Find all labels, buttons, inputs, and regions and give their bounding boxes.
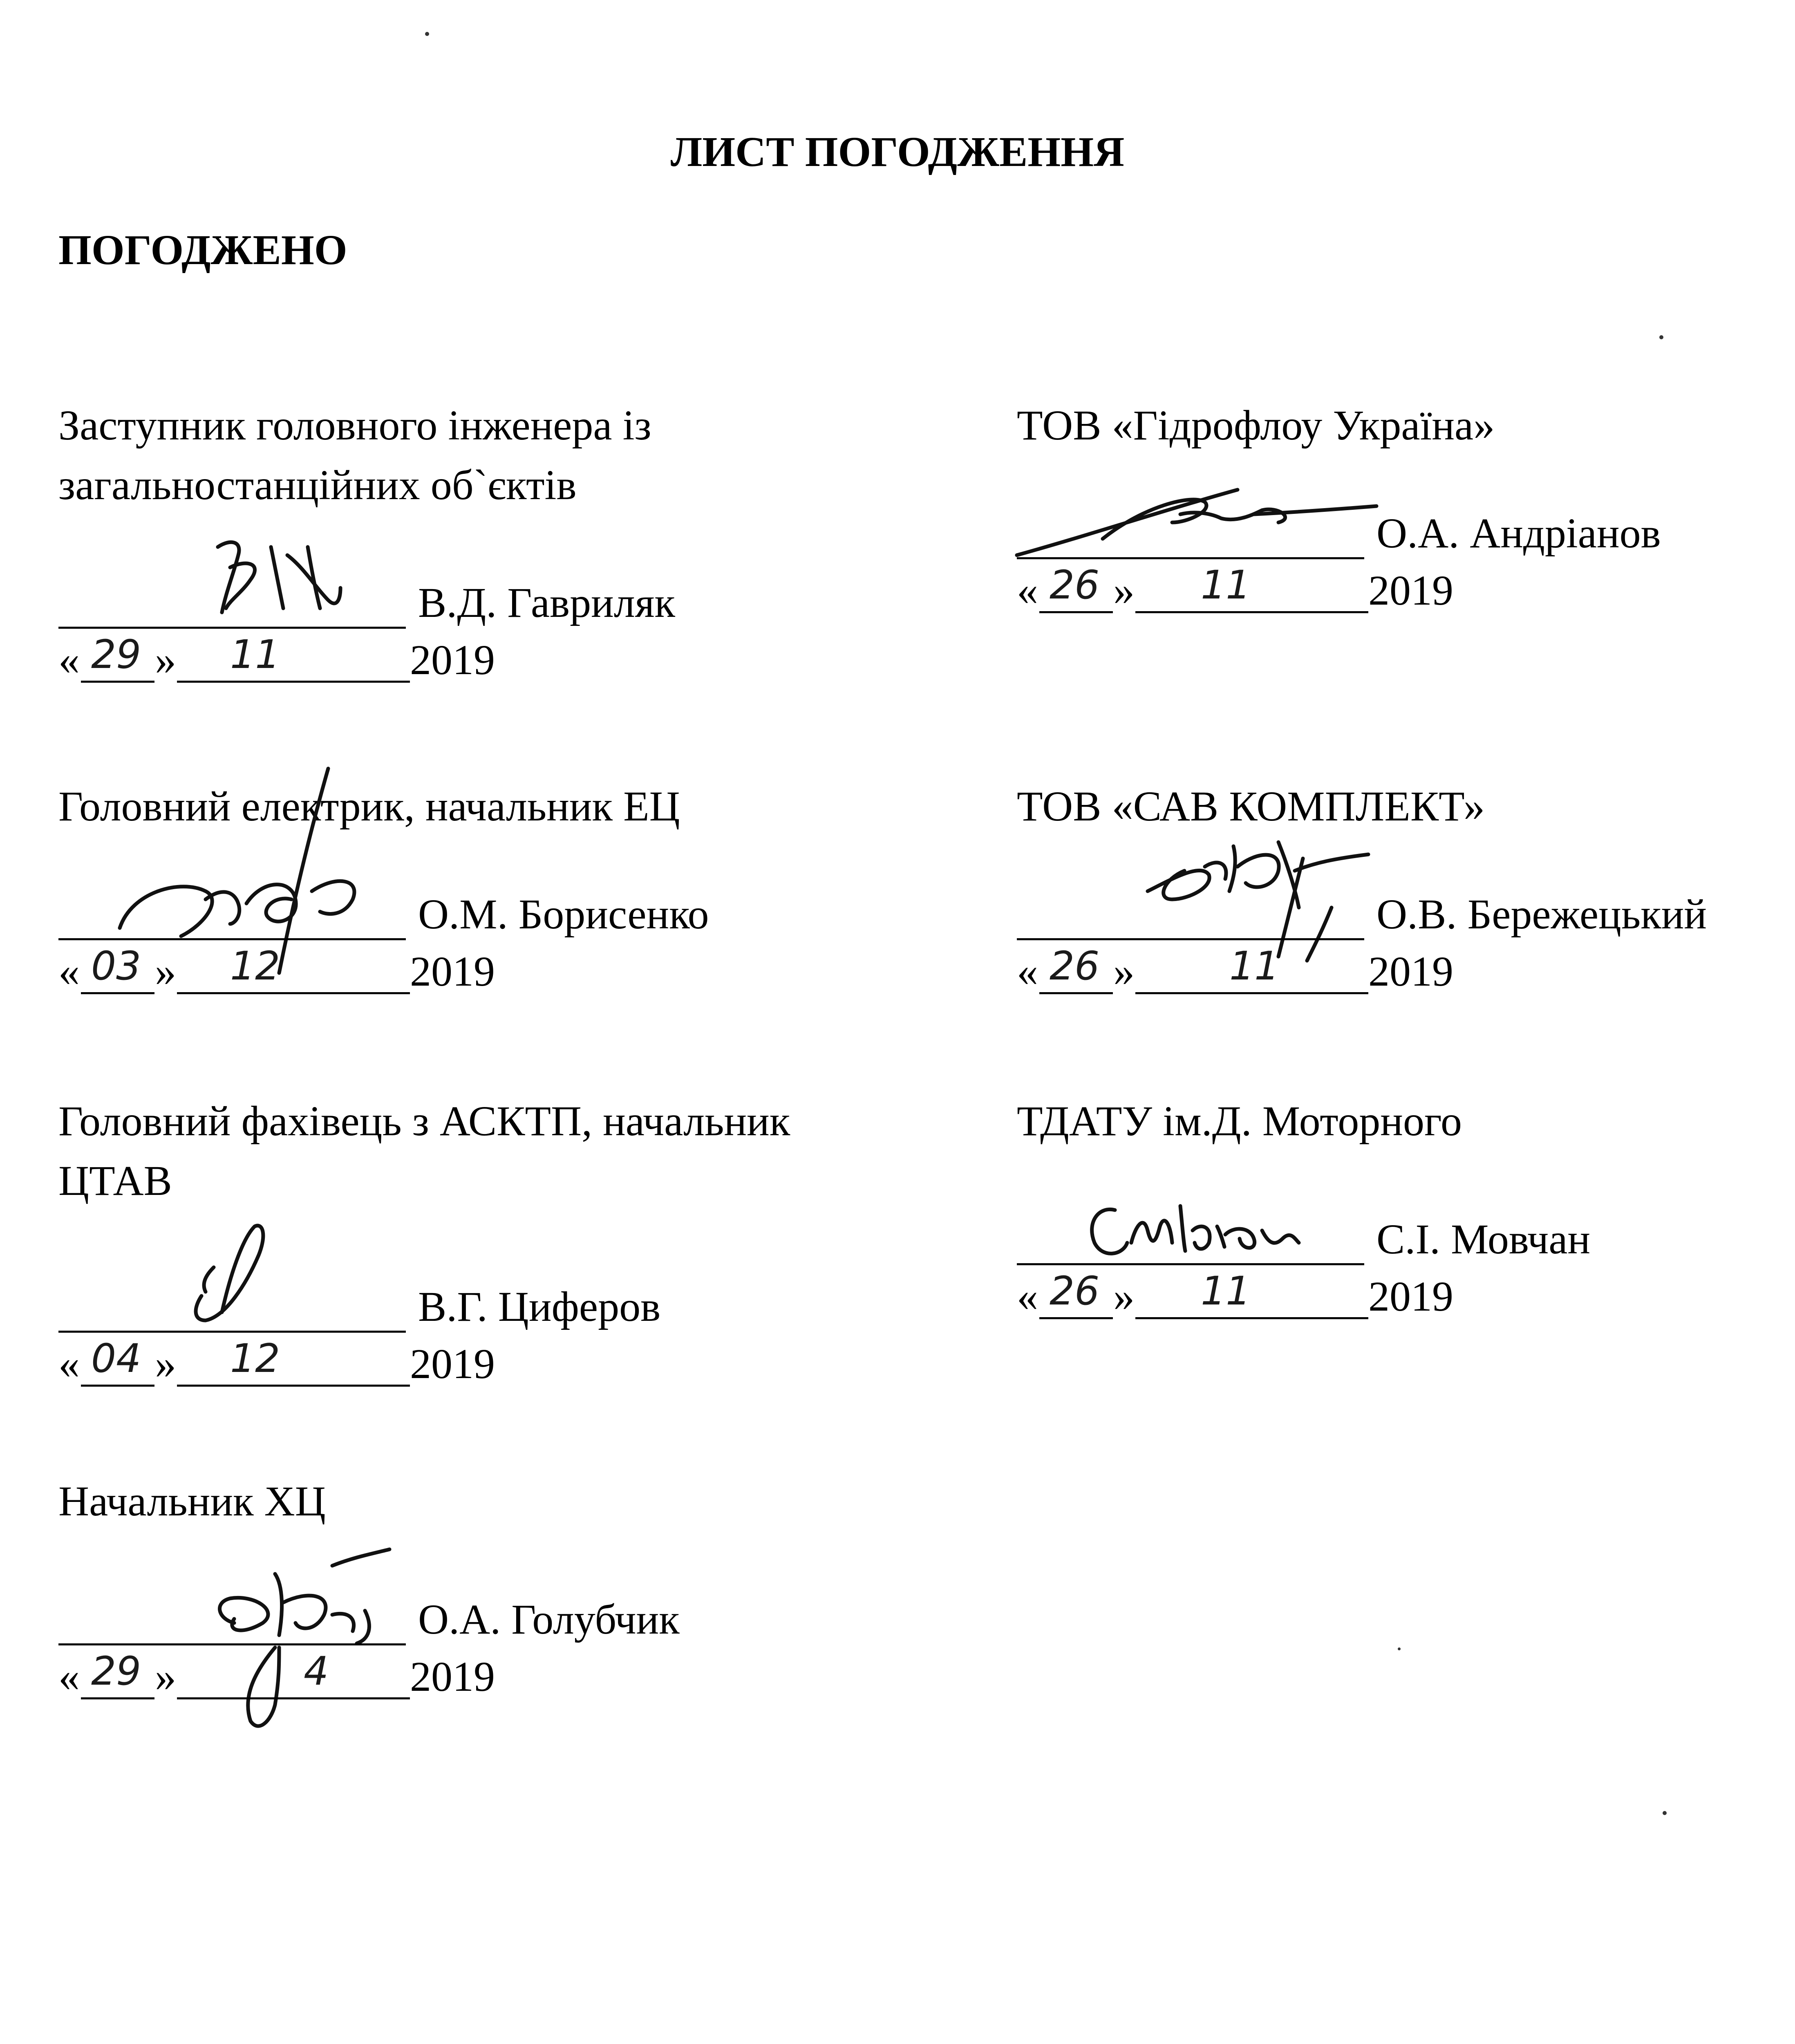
position-line: ТОВ «САВ КОМПЛЕКТ» [1017,783,1485,830]
position-line: ТДАТУ ім.Д. Моторного [1017,1098,1462,1145]
position-line: ЦТАВ [58,1157,172,1204]
position-title [58,1091,790,1211]
position-line: ТОВ «Гідрофлоу Україна» [1017,402,1495,449]
date-month-line [1135,1317,1368,1319]
date-quote-open: « [58,637,80,684]
approval-date [1017,1268,1466,1325]
signatory-name: О.А. Голубчик [418,1596,680,1643]
date-month-line [1135,992,1368,994]
approval-block-right-2 [1017,777,1773,1022]
date-year: 2019 [410,637,495,684]
date-year: 2019 [1368,567,1453,614]
date-month: 11 [230,632,280,677]
date-day-line [1039,1317,1113,1319]
signature-line [1017,557,1364,559]
signature-image [140,1214,324,1345]
signatory-name: О.М. Борисенко [418,891,709,938]
date-quote-open: « [1017,567,1038,614]
date-day-line [81,681,154,683]
signature-line [1017,1263,1364,1265]
signatory-name: С.І. Мовчан [1376,1216,1591,1263]
scan-speck [425,32,429,36]
scan-speck [1398,1647,1401,1650]
signature-line [1017,938,1364,940]
scan-speck [1659,335,1663,339]
signatory-name: О.А. Андріанов [1376,510,1661,557]
date-day: 26 [1050,1268,1100,1314]
scan-speck [1663,1811,1667,1815]
approval-date [1017,562,1466,619]
approval-date [58,1648,508,1705]
date-month: 12 [230,943,280,989]
date-day: 03 [91,943,141,989]
position-title [58,396,651,515]
date-quote-close: » [155,1340,176,1387]
date-quote-open: « [1017,948,1038,995]
signature-line [58,1643,406,1645]
date-quote-close: » [1113,567,1135,614]
date-quote-open: « [58,1653,80,1700]
approval-date [58,943,508,1000]
date-quote-open: « [58,948,80,995]
position-line: Головний фахівець з АСКТП, начальник [58,1098,790,1145]
position-line: Заступник головного інженера із [58,402,651,449]
date-day-line [1039,992,1113,994]
date-month: 11 [1201,1268,1251,1314]
date-month-line [177,1385,410,1387]
signatory-name: В.Г. Циферов [418,1283,661,1330]
approval-block-left-2 [58,777,917,1022]
date-quote-close: » [155,637,176,684]
date-year: 2019 [410,1653,495,1700]
date-month-line [1135,611,1368,613]
approval-block-right-3 [1017,1091,1773,1378]
document-title: ЛИСТ ПОГОДЖЕННЯ [670,128,1125,175]
date-quote-close: » [1113,1273,1135,1320]
approval-date [1017,943,1466,1000]
date-day: 26 [1050,943,1100,989]
date-quote-close: » [155,948,176,995]
approval-date [58,632,508,688]
date-day: 04 [91,1336,141,1381]
approval-block-left-4 [58,1472,917,1758]
date-month-line [177,681,410,683]
date-month: 4 [304,1648,329,1694]
signature-line [58,627,406,629]
approval-date [58,1336,508,1392]
approved-heading: ПОГОДЖЕНО [58,226,347,273]
date-month-line [177,992,410,994]
date-quote-close: » [1113,948,1135,995]
date-day: 29 [91,632,141,677]
date-year: 2019 [1368,948,1453,995]
date-quote-close: » [155,1653,176,1700]
date-year: 2019 [410,1340,495,1387]
date-day-line [81,992,154,994]
date-month: 11 [1201,562,1251,608]
signatory-name: В.Д. Гавриляк [418,579,676,626]
date-day: 26 [1050,562,1100,608]
position-line: загальностанційних об`єктів [58,462,577,509]
date-day-line [81,1385,154,1387]
date-year: 2019 [410,948,495,995]
approval-block-left-1 [58,396,917,682]
position-title [1017,1091,1462,1151]
date-day-line [81,1697,154,1699]
approval-block-left-3 [58,1091,998,1419]
position-title [1017,396,1495,455]
date-quote-open: « [1017,1273,1038,1320]
signature-image [1078,1181,1364,1271]
date-quote-open: « [58,1340,80,1387]
signatory-name: О.В. Бережецький [1376,891,1707,938]
signature-line [58,938,406,940]
date-month-line [177,1697,410,1699]
approval-block-right-1 [1017,396,1773,682]
signature-image [1009,465,1397,572]
signature-line [58,1331,406,1333]
date-month: 12 [230,1336,280,1381]
date-year: 2019 [1368,1273,1453,1320]
date-month: 11 [1229,943,1280,989]
position-title [58,1472,326,1531]
date-day: 29 [91,1648,141,1694]
date-day-line [1039,611,1113,613]
position-line: Начальник ХЦ [58,1478,326,1525]
signature-image [181,531,394,621]
position-line: Головний електрик, начальник ЕЦ [58,783,680,830]
